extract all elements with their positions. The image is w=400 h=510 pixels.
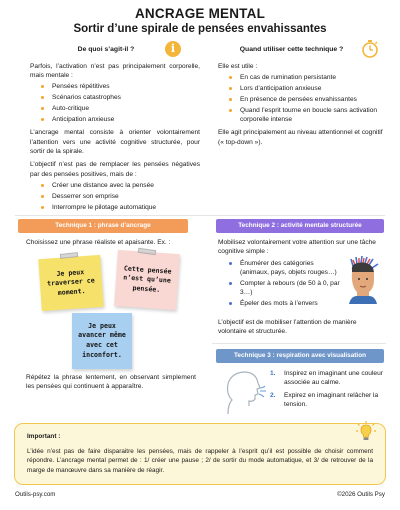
- lightbulb-icon: [355, 420, 377, 442]
- note-text: Cette pensée n’est qu’une pensée.: [123, 264, 172, 294]
- list-item: Auto-critique: [30, 104, 200, 113]
- list-item: Créer une distance avec la pensée: [30, 181, 200, 190]
- note-text: Je peux traverser ce moment.: [46, 267, 95, 297]
- step-number: 2.: [270, 391, 276, 399]
- technique-1-banner: Technique 1 : phrase d’ancrage: [18, 219, 188, 233]
- note-text: Je peux avancer même avec cet inconfort.: [78, 321, 126, 359]
- important-box: [14, 423, 386, 485]
- symptoms-list: [30, 82, 200, 124]
- cognitive-tasks-list: [218, 259, 342, 309]
- goals-list: [30, 181, 200, 212]
- technique-2-body: [218, 238, 376, 313]
- step-text: Expirez en imaginant relâcher la tension.: [284, 391, 379, 409]
- breathing-profile-icon: [222, 368, 268, 418]
- page-subtitle: Sortir d’une spirale de pensées envahissantes: [73, 23, 327, 35]
- list-item: Énumérer des catégories (animaux, pays, objets rouges…): [218, 259, 342, 278]
- sticky-note-yellow: [38, 255, 103, 311]
- list-item: En présence de pensées envahissantes: [218, 95, 383, 104]
- step-number: 1.: [270, 370, 276, 377]
- breathing-steps: [270, 369, 384, 409]
- definition-text: L’ancrage mental consiste à orienter volontairement l’attention vers une activité cognitive structurée, pour sortir de la spirale.: [30, 129, 200, 156]
- divider: [212, 343, 386, 344]
- list-item: Épeler des mots à l’envers: [218, 299, 342, 308]
- section-what-is-it: [30, 45, 200, 216]
- technique-3-banner: Technique 3 : respiration avec visualisation: [216, 349, 384, 363]
- list-item: Anticipation anxieuse: [30, 115, 200, 124]
- footer-site: Outils-psy.com: [15, 491, 56, 498]
- section-heading-when: Quand utiliser cette technique ?: [239, 46, 344, 53]
- sticky-note-pink: [114, 250, 180, 310]
- technique-1-intro: Choisissez une phrase réaliste et apaisante. Ex. :: [26, 239, 171, 246]
- breathing-step: [270, 391, 384, 410]
- objective-text: L’objectif n’est pas de remplacer les pensées négatives par des pensées positives, mais de :: [30, 161, 200, 178]
- list-item: Compter à rebours (de 50 à 0, par 3…): [218, 279, 342, 298]
- usage-outro: Elle agit principalement au niveau attentionnel et cognitif (« top-down »).: [218, 129, 383, 146]
- important-title: Important :: [27, 433, 61, 440]
- page-title: ANCRAGE MENTAL: [134, 6, 266, 21]
- usage-intro: Elle est utile :: [218, 62, 258, 70]
- head-illustration-icon: [343, 256, 383, 304]
- breathing-step: [270, 369, 384, 388]
- divider: [15, 215, 385, 216]
- technique-1-outro: Répétez la phrase lentement, en observant simplement les pensées qui continuent à apparaître.: [26, 374, 196, 391]
- usage-list: [218, 73, 383, 124]
- list-item: Interrompre le pilotage automatique: [30, 203, 200, 212]
- stopwatch-icon: [360, 39, 380, 59]
- important-text: L’idée n’est pas de faire disparaitre les pensées, mais de rappeler à l’esprit qu’il est possible de choisir comment répondre. L’ancrage mental permet de : 1/ créer une pause ; 2/ de sortir du mode automatique, et 3/ de retrouver de la marge de manœuvre dans sa manière de réagir.: [27, 447, 373, 474]
- footer-copyright: ©2026 Outils Psy: [337, 491, 385, 498]
- list-item: Lors d’anticipation anxieuse: [218, 84, 383, 93]
- list-item: En cas de rumination persistante: [218, 73, 383, 82]
- sticky-note-blue: [72, 313, 132, 369]
- list-item: Desserrer son emprise: [30, 192, 200, 201]
- intro-text: Parfois, l’activation n’est pas principalement corporelle, mais mentale :: [30, 62, 200, 79]
- technique-2-intro: Mobilisez volontairement votre attention sur une tâche cognitive simple :: [218, 239, 376, 256]
- list-item: Quand l’esprit tourne en boucle sans activation corporelle intense: [218, 106, 383, 125]
- list-item: Pensées répétitives: [30, 82, 200, 91]
- section-when-to-use: [218, 45, 383, 147]
- step-text: Inspirez en imaginant une couleur associée au calme.: [284, 370, 383, 387]
- technique-2-outro: L’objectif est de mobiliser l’attention de manière volontaire et structurée.: [218, 319, 357, 336]
- section-heading-what: De quoi s’agit-il ?: [77, 46, 135, 53]
- technique-2-banner: Technique 2 : activité mentale structurée: [216, 219, 384, 233]
- info-icon: i: [165, 41, 181, 57]
- list-item: Scénarios catastrophes: [30, 93, 200, 102]
